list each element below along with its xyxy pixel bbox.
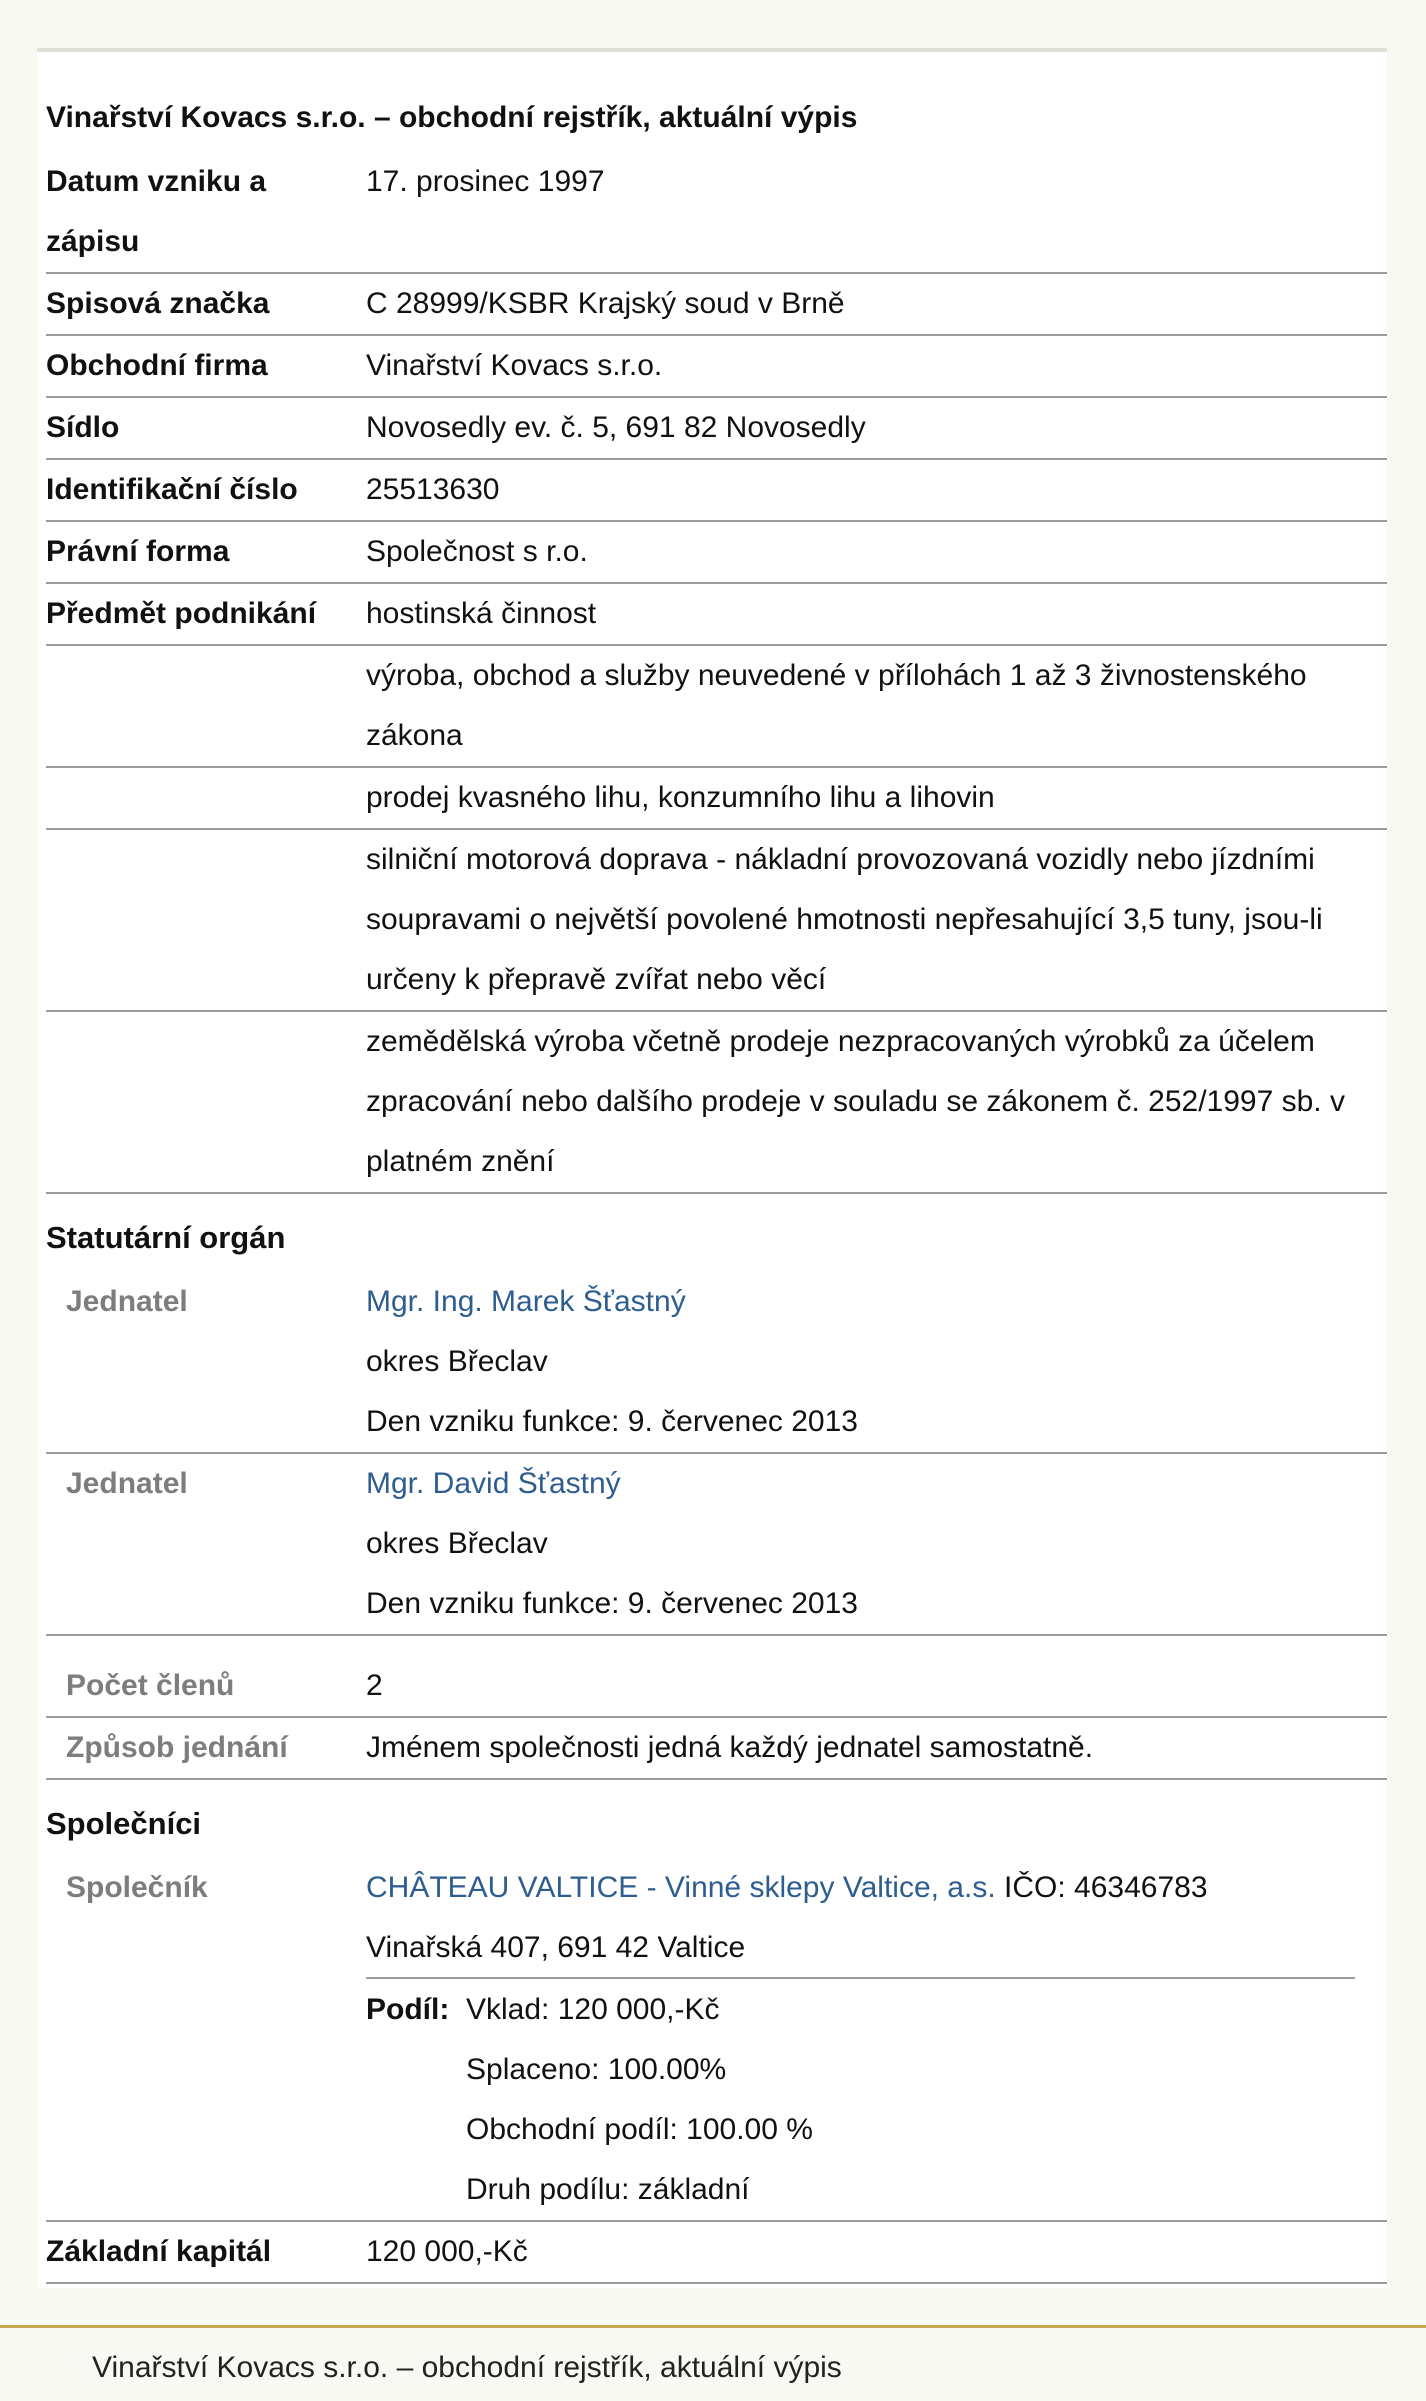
statutory-member-row	[46, 1454, 1387, 1636]
capital-label: Základní kapitál	[46, 2235, 272, 2268]
field-row-founding-date	[46, 152, 1387, 274]
share-details	[466, 1980, 813, 2220]
share-ownership: Obchodní podíl: 100.00 %	[466, 2113, 813, 2146]
field-value: prodej kvasného lihu, konzumního lihu a lihovin	[366, 781, 995, 814]
field-row-business-subject	[46, 584, 1387, 646]
member-name-link[interactable]: Mgr. David Šťastný	[366, 1467, 621, 1500]
member-details	[366, 1272, 1371, 1452]
member-role: Jednatel	[66, 1467, 188, 1500]
field-value: Vinařství Kovacs s.r.o.	[366, 349, 663, 382]
footer-text: Vinařství Kovacs s.r.o. – obchodní rejstřík, aktuální výpis	[92, 2351, 842, 2384]
member-count-value: 2	[366, 1669, 383, 1702]
share-type: Druh podílu: základní	[466, 2173, 750, 2206]
field-label: Sídlo	[46, 411, 120, 444]
field-row-business-name	[46, 336, 1387, 398]
field-label: Obchodní firma	[46, 349, 268, 382]
member-count-row	[46, 1656, 1387, 1718]
conduct-row	[46, 1718, 1387, 1780]
partner-details	[366, 1858, 1371, 1978]
member-since: Den vzniku funkce: 9. červenec 2013	[366, 1405, 858, 1438]
member-count-label: Počet členů	[66, 1669, 235, 1702]
member-district: okres Břeclav	[366, 1527, 548, 1560]
statutory-member-row	[46, 1272, 1387, 1454]
field-row-seat	[46, 398, 1387, 460]
field-value: 17. prosinec 1997	[366, 165, 605, 198]
page-title: Vinařství Kovacs s.r.o. – obchodní rejstřík, aktuální výpis	[46, 101, 858, 134]
member-name-link[interactable]: Mgr. Ing. Marek Šťastný	[366, 1285, 686, 1318]
field-row-business-subject-3	[46, 768, 1387, 830]
conduct-label: Způsob jednání	[66, 1731, 288, 1764]
field-value: Společnost s r.o.	[366, 535, 588, 568]
conduct-value: Jménem společnosti jedná každý jednatel samostatně.	[366, 1731, 1094, 1764]
field-label: Předmět podnikání	[46, 597, 317, 630]
field-label: Spisová značka	[46, 287, 270, 320]
field-value: výroba, obchod a služby neuvedené v přílohách 1 až 3 živnostenského zákona	[366, 659, 1307, 752]
section-heading-partners: Společníci	[46, 1806, 202, 1841]
share-deposit: Vklad: 120 000,-Kč	[466, 1993, 720, 2026]
field-label: Právní forma	[46, 535, 230, 568]
capital-row	[46, 2220, 1387, 2284]
field-value: C 28999/KSBR Krajský soud v Brně	[366, 287, 845, 320]
partner-name-link[interactable]: CHÂTEAU VALTICE - Vinné sklepy Valtice, a.s.	[366, 1871, 996, 1904]
field-row-business-subject-4	[46, 830, 1387, 1012]
field-label: Identifikační číslo	[46, 473, 298, 506]
field-value: Novosedly ev. č. 5, 691 82 Novosedly	[366, 411, 866, 444]
field-value: 25513630	[366, 473, 500, 506]
field-value: silniční motorová doprava - nákladní provozovaná vozidly nebo jízdními soupravami o největší povolené hmotnosti nepřesahující 3,5 tuny, jsou-li určeny k přepravě zvířat nebo věcí	[366, 843, 1323, 996]
page-footer	[0, 2325, 1426, 2401]
capital-value: 120 000,-Kč	[366, 2235, 528, 2268]
member-since: Den vzniku funkce: 9. červenec 2013	[366, 1587, 858, 1620]
field-label: Datum vzniku a zápisu	[46, 165, 267, 258]
field-row-id-number	[46, 460, 1387, 522]
partner-ico: IČO: 46346783	[1004, 1871, 1208, 1904]
partner-role: Společník	[66, 1871, 208, 1904]
share-divider	[366, 1977, 1355, 1979]
section-heading-statutory: Statutární orgán	[46, 1220, 286, 1255]
field-value: hostinská činnost	[366, 597, 597, 630]
field-value: zemědělská výroba včetně prodeje nezpracovaných výrobků za účelem zpracování nebo dalšího prodeje v souladu se zákonem č. 252/1997 sb. v platném znění	[366, 1025, 1345, 1178]
member-district: okres Břeclav	[366, 1345, 548, 1378]
field-row-legal-form	[46, 522, 1387, 584]
field-row-business-subject-5	[46, 1012, 1387, 1194]
partner-address: Vinařská 407, 691 42 Valtice	[366, 1931, 746, 1964]
share-paid: Splaceno: 100.00%	[466, 2053, 727, 2086]
field-row-file-number	[46, 274, 1387, 336]
field-row-business-subject-2	[46, 646, 1387, 768]
share-label: Podíl:	[366, 1993, 450, 2026]
member-role: Jednatel	[66, 1285, 188, 1318]
member-details	[366, 1454, 1371, 1634]
